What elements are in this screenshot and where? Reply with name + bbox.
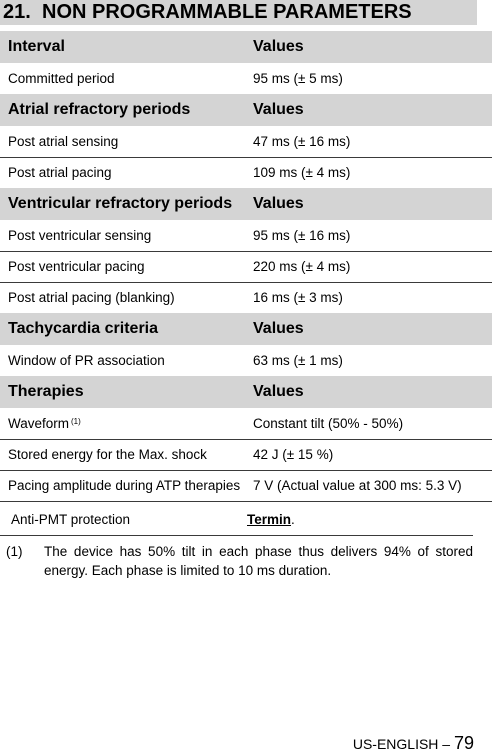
param-name: Pacing amplitude during ATP therapies bbox=[0, 470, 249, 501]
section-header-label: Atrial refractory periods bbox=[0, 94, 249, 126]
table-row bbox=[0, 408, 492, 439]
param-value: 42 J (± 15 %) bbox=[249, 439, 492, 470]
page-title bbox=[0, 0, 477, 25]
page-number: 79 bbox=[453, 733, 474, 753]
param-name: Post atrial pacing (blanking) bbox=[8, 290, 175, 306]
section-header-atrial bbox=[0, 94, 492, 126]
section-header-interval bbox=[0, 31, 492, 63]
footer-label: US-ENGLISH – bbox=[352, 736, 454, 752]
footnote-mark: (1) bbox=[6, 544, 23, 559]
parameters-table bbox=[0, 31, 492, 502]
footnote-text: The device has 50% tilt in each phase thus delivers 94% of stored energy. Each phase is limited to 10 ms duration. bbox=[44, 544, 473, 578]
table-row bbox=[0, 126, 492, 157]
table-row bbox=[0, 470, 492, 501]
param-name: Post ventricular pacing bbox=[0, 251, 249, 282]
values-header: Values bbox=[249, 376, 492, 408]
param-label: Waveform bbox=[8, 415, 70, 431]
section-header-ventricular bbox=[0, 188, 492, 220]
values-header: Values bbox=[249, 313, 492, 345]
param-name: Committed period bbox=[8, 71, 115, 86]
section-header-therapies bbox=[0, 376, 492, 408]
section-header-label: Tachycardia criteria bbox=[0, 313, 249, 345]
footnote bbox=[6, 542, 473, 580]
param-name: Post atrial pacing bbox=[8, 165, 112, 181]
param-name bbox=[0, 408, 249, 439]
param-name: Stored energy for the Max. shock bbox=[0, 439, 249, 470]
param-value: 16 ms (± 3 ms) bbox=[253, 290, 343, 306]
table-row bbox=[0, 63, 492, 94]
section-header-label: Ventricular refractory periods bbox=[0, 188, 249, 220]
section-header-label: Therapies bbox=[0, 376, 249, 408]
param-value: 95 ms (± 5 ms) bbox=[253, 71, 343, 86]
table-row bbox=[0, 251, 492, 282]
page-footer bbox=[353, 733, 474, 754]
anti-pmt-row bbox=[0, 505, 473, 536]
table-row bbox=[0, 282, 492, 313]
section-number: 21. bbox=[3, 1, 31, 23]
footnote-reference: (1) bbox=[71, 416, 81, 426]
table-row bbox=[0, 157, 492, 188]
param-value: 63 ms (± 1 ms) bbox=[253, 353, 343, 368]
values-header: Values bbox=[249, 31, 492, 63]
section-header-label: Interval bbox=[0, 31, 249, 63]
param-value: 109 ms (± 4 ms) bbox=[253, 165, 351, 181]
param-value: 47 ms (± 16 ms) bbox=[249, 126, 492, 157]
table-row bbox=[0, 220, 492, 251]
param-value: 220 ms (± 4 ms) bbox=[249, 251, 492, 282]
param-value: 7 V (Actual value at 300 ms: 5.3 V) bbox=[249, 470, 492, 501]
termin-suffix: . bbox=[291, 512, 295, 527]
param-name: Window of PR association bbox=[8, 353, 165, 368]
param-name: Post ventricular sensing bbox=[0, 220, 249, 251]
param-name: Post atrial sensing bbox=[0, 126, 249, 157]
values-header: Values bbox=[249, 94, 492, 126]
param-value: 95 ms (± 16 ms) bbox=[249, 220, 492, 251]
table-row bbox=[0, 345, 492, 376]
param-name: Anti-PMT protection bbox=[11, 512, 131, 527]
param-value: Constant tilt (50% - 50%) bbox=[249, 408, 492, 439]
section-header-tachycardia bbox=[0, 313, 492, 345]
section-title: NON PROGRAMMABLE PARAMETERS bbox=[42, 1, 412, 23]
values-header: Values bbox=[249, 188, 492, 220]
termin-link[interactable]: Termin bbox=[247, 512, 292, 527]
table-row bbox=[0, 439, 492, 470]
